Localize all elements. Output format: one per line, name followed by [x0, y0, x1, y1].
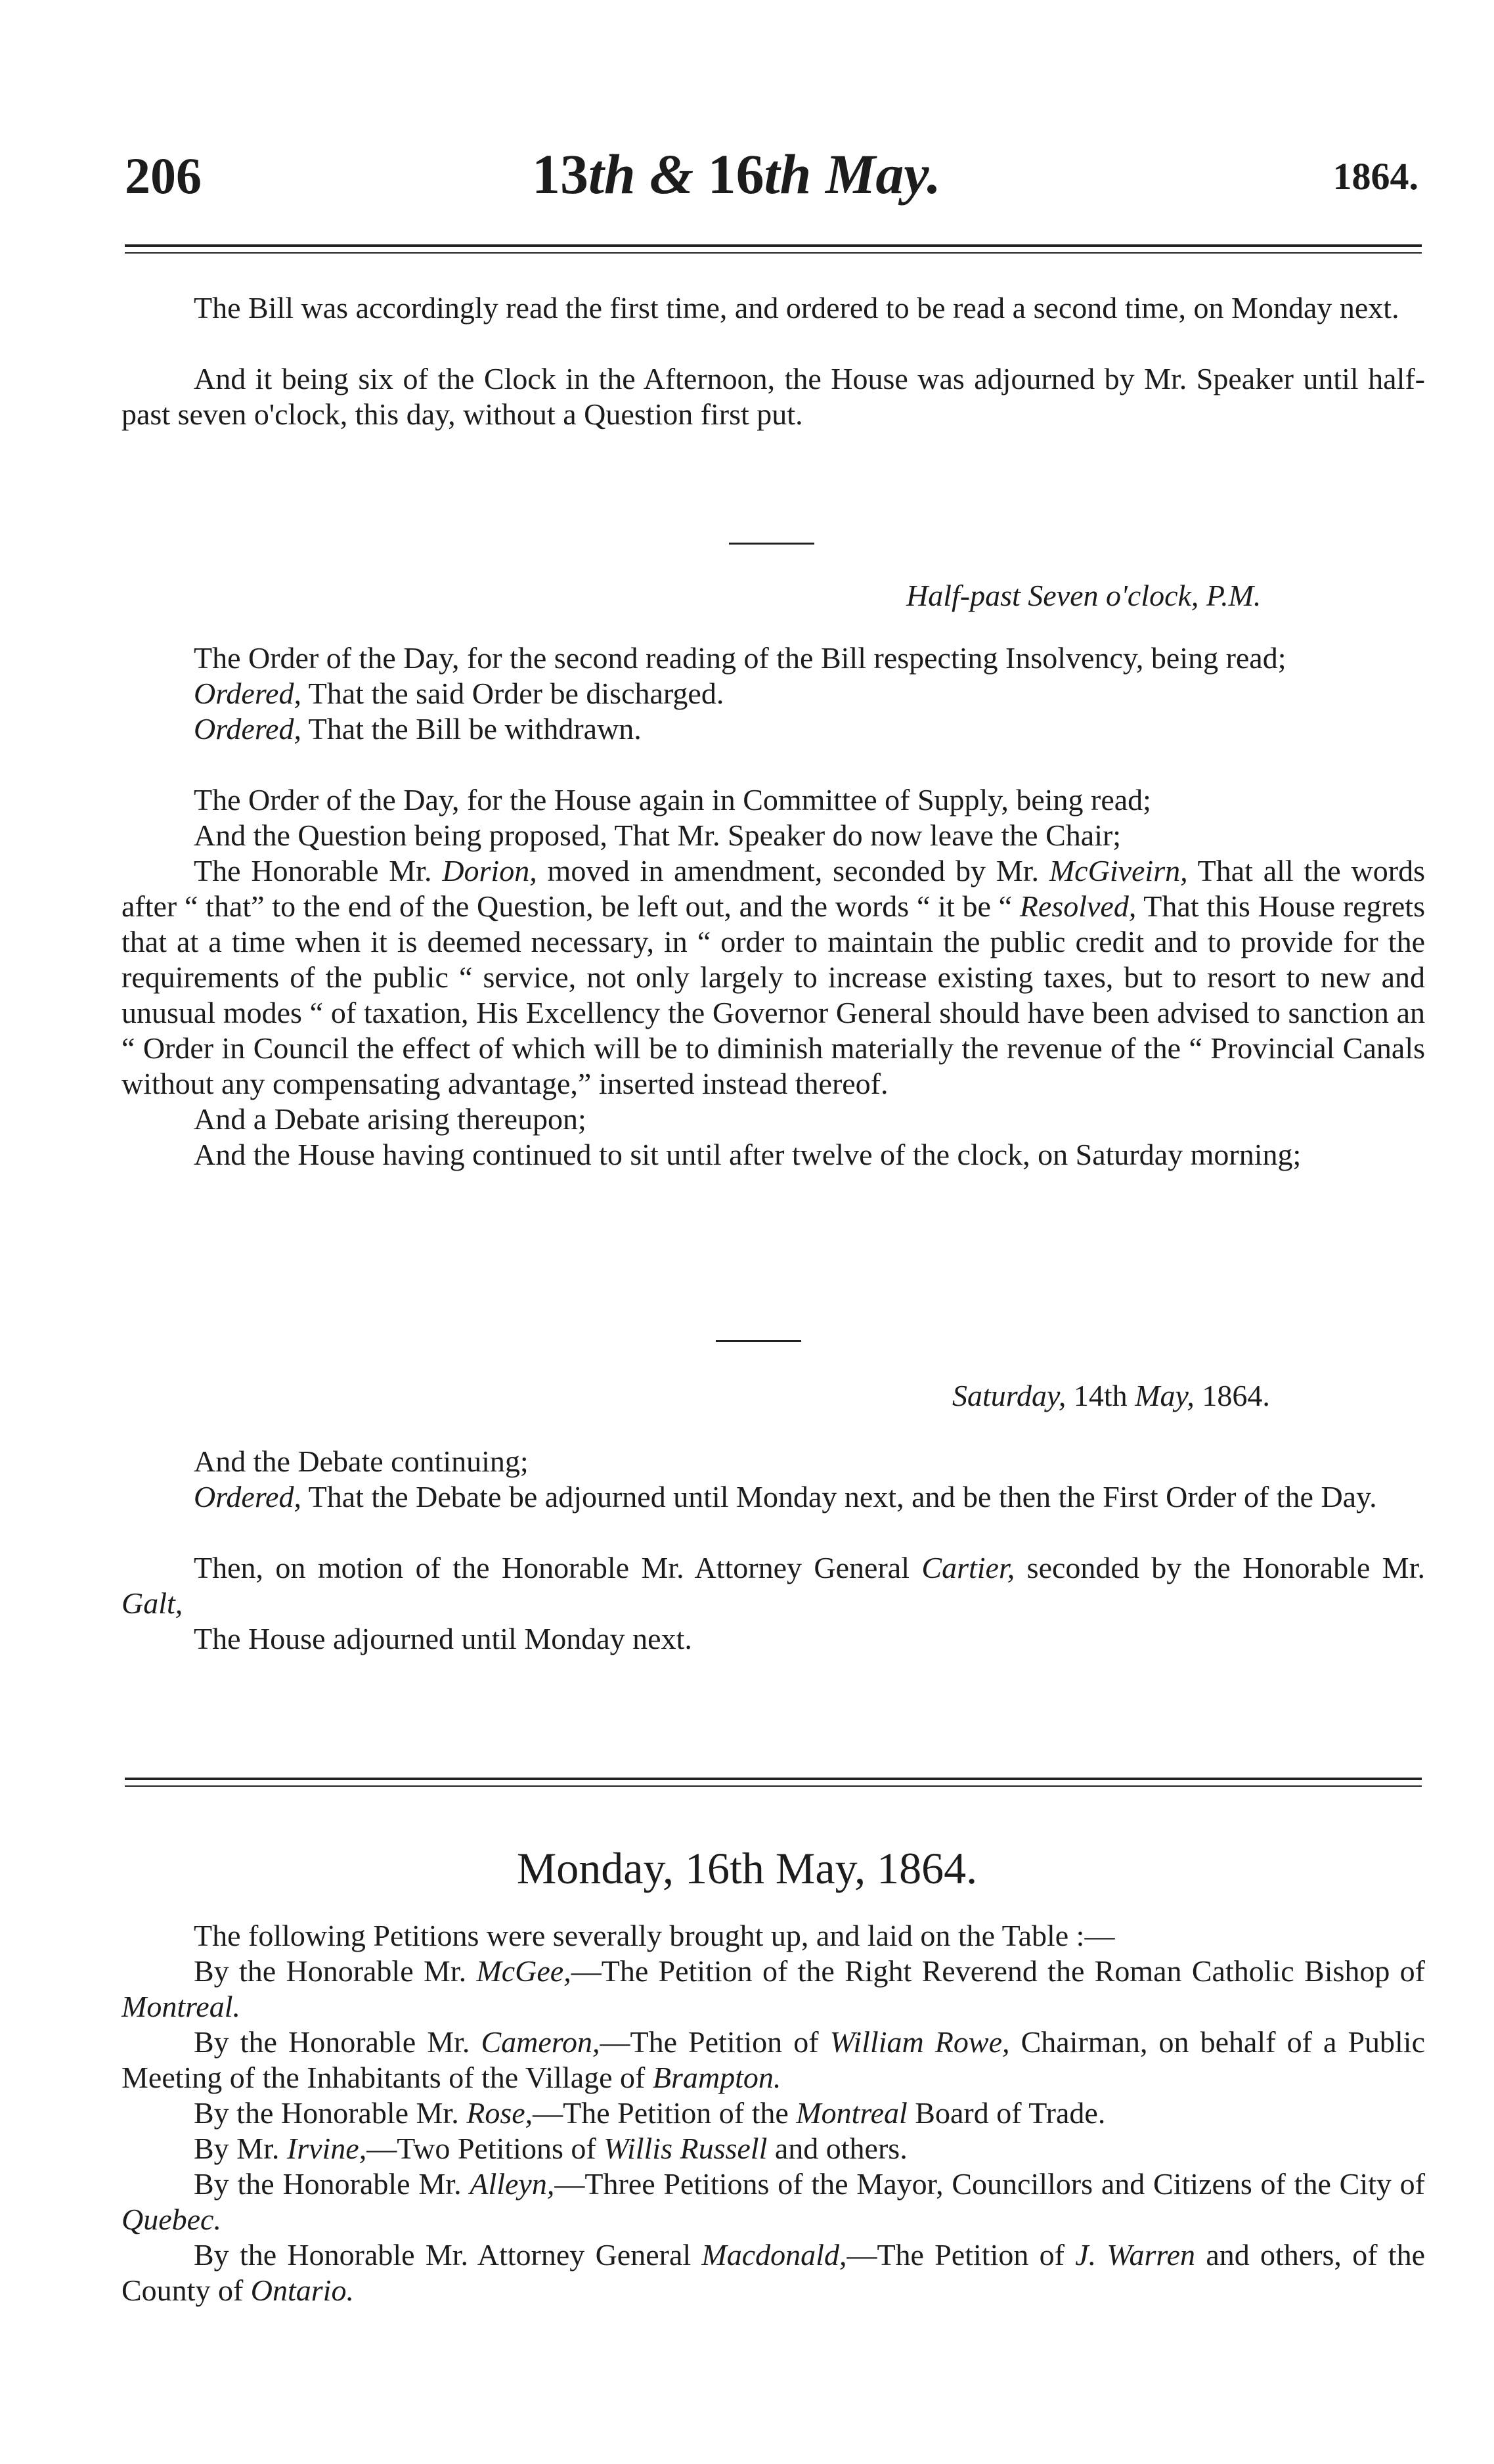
petition-text: Board of Trade.: [907, 2096, 1106, 2130]
running-head-amp: &: [635, 143, 708, 206]
petition-text: By Mr.: [194, 2132, 287, 2165]
evening-sitting-block: [121, 640, 1425, 1173]
place-name: Montreal: [796, 2096, 908, 2130]
bill-first-reading: The Bill was accordingly read the first time, and ordered to be read a second time, on Monday next.: [194, 291, 1399, 325]
petition-item: [121, 2095, 1425, 2131]
petition-text: By the Honorable Mr.: [194, 2025, 481, 2059]
adjournment-paragraph: And it being six of the Clock in the Afternoon, the House was adjourned by Mr. Speaker until half-past seven o'clock, this day, without a Question first put.: [121, 362, 1425, 431]
house-adjourned: The House adjourned until Monday next.: [194, 1622, 692, 1655]
member-name: Rose,: [466, 2096, 533, 2130]
section-divider: [729, 543, 814, 545]
running-head-day1: 13: [532, 143, 588, 206]
day-break-rule-bottom: [125, 1785, 1422, 1787]
debate-continuing: And the Debate continuing;: [194, 1445, 529, 1478]
motion-text: seconded by the Honorable Mr.: [1015, 1551, 1425, 1584]
petition-text: —Two Petitions of: [366, 2132, 604, 2165]
petition-text: By the Honorable Mr.: [194, 1954, 477, 1988]
petitions-block: [121, 1918, 1425, 2308]
petition-item: [121, 2131, 1425, 2166]
member-name: Alleyn,: [470, 2167, 555, 2201]
speaker-question: And the Question being proposed, That Mr. Speaker do now leave the Chair;: [194, 818, 1122, 852]
monday-heading: Monday, 16th May, 1864.: [516, 1843, 978, 1893]
place-name: Brampton.: [652, 2061, 781, 2094]
running-head-suffix1: th: [588, 143, 636, 206]
running-head-month: May.: [811, 143, 941, 206]
member-name-mcgiveirn: McGiveirn,: [1049, 854, 1188, 887]
member-name-dorion: Dorion,: [442, 854, 537, 887]
dateline-month: May,: [1135, 1379, 1195, 1412]
ordered-discharged: [121, 676, 1425, 711]
header-rule-top: [125, 244, 1422, 247]
petition-text: —Three Petitions of the Mayor, Councillors and Citizens of the City of: [554, 2167, 1425, 2201]
petition-text: By the Honorable Mr.: [194, 2167, 470, 2201]
petition-text: —The Petition of: [600, 2025, 830, 2059]
member-name-cartier: Cartier,: [921, 1551, 1015, 1584]
amendment-text: The Honorable Mr.: [194, 854, 443, 887]
dorion-amendment: [121, 853, 1425, 1102]
petition-text: By the Honorable Mr. Attorney General: [194, 2238, 702, 2272]
petition-item: [121, 2025, 1425, 2095]
saturday-dateline: [952, 1378, 1270, 1413]
ordered-text: That the Bill be withdrawn.: [301, 712, 642, 746]
evening-time: Half-past Seven o'clock, P.M.: [906, 579, 1262, 612]
cartier-motion: [121, 1550, 1425, 1621]
petitions-intro: The following Petitions were severally brought up, and laid on the Table :—: [194, 1919, 1115, 1952]
page-year: 1864.: [1332, 155, 1418, 198]
insolvency-order: The Order of the Day, for the second reading of the Bill respecting Insolvency, being read;: [194, 641, 1286, 675]
debate-arising: And a Debate arising thereupon;: [194, 1102, 586, 1136]
member-name-galt: Galt,: [121, 1586, 183, 1620]
petitioner-name: William Rowe,: [829, 2025, 1010, 2059]
petition-item: [121, 2237, 1425, 2308]
petition-text: —The Petition of the: [533, 2096, 797, 2130]
member-name: McGee,: [476, 1954, 571, 1988]
resolved-word: Resolved,: [1019, 889, 1137, 923]
petition-text: and others, of the County of: [121, 2238, 1425, 2307]
petition-text: and others.: [767, 2132, 908, 2165]
dateline-num: 14th: [1066, 1379, 1135, 1412]
petition-text: By the Honorable Mr.: [194, 2096, 467, 2130]
amendment-text: That this House regrets that at a time when it is deemed necessary, in “ order to maintain the public credit and to provide for the requirements of the public “ service, not only largely to increase existing taxes, but to resort to new and unusual modes “ of taxation, His Excellency the Governor General should have been advised to sanction an “ Order in Council the effect of which will be to diminish materially the revenue of the “ Provincial Canals without any compensating advantage,” inserted instead thereof.: [121, 889, 1425, 1100]
petitioner-name: Willis Russell: [604, 2132, 768, 2165]
bill-reading-block: [121, 290, 1425, 432]
dateline-year: 1864.: [1194, 1379, 1270, 1412]
petitioner-name: J. Warren: [1075, 2238, 1196, 2272]
ordered-withdrawn: [121, 711, 1425, 747]
amendment-text: moved in amendment, seconded by Mr.: [537, 854, 1049, 887]
place-name: Ontario.: [250, 2274, 354, 2307]
saturday-block: [121, 1444, 1425, 1657]
page-header: [125, 135, 1425, 213]
member-name: Macdonald,: [701, 2238, 847, 2272]
petition-item: [121, 2166, 1425, 2237]
member-name: Cameron,: [481, 2025, 600, 2059]
section-divider: [716, 1340, 801, 1342]
ordered-text: That the Debate be adjourned until Monday next, and be then the First Order of the Day.: [301, 1480, 1377, 1513]
petition-text: Chairman, on behalf of a Public Meeting of the Inhabitants of the Village of: [121, 2025, 1426, 2094]
running-head-suffix2: th: [764, 143, 812, 206]
running-head-day2: 16: [707, 143, 764, 206]
petition-item: [121, 1954, 1425, 2025]
dateline-day: Saturday,: [952, 1379, 1066, 1412]
place-name: Quebec.: [121, 2203, 221, 2236]
place-name: Montreal.: [121, 1990, 240, 2023]
amendment-text: That all the words after “ that” to the end of the Question, be left out, and the words “ it be “: [121, 854, 1425, 923]
petition-text: —The Petition of: [846, 2238, 1076, 2272]
ordered-text: That the said Order be discharged.: [301, 677, 724, 710]
header-rule-bottom: [125, 252, 1422, 254]
house-continued: And the House having continued to sit until after twelve of the clock, on Saturday morning;: [194, 1138, 1302, 1171]
ordered-word: Ordered,: [194, 712, 301, 746]
day-break-rule-top: [125, 1778, 1422, 1780]
member-name: Irvine,: [286, 2132, 367, 2165]
running-head: [532, 141, 941, 207]
ordered-word: Ordered,: [194, 1480, 301, 1513]
debate-adjourned: [121, 1479, 1425, 1515]
supply-order: The Order of the Day, for the House again in Committee of Supply, being read;: [194, 783, 1151, 817]
ordered-word: Ordered,: [194, 677, 301, 710]
page-number: 206: [125, 147, 202, 204]
petition-text: —The Petition of the Right Reverend the Roman Catholic Bishop of: [571, 1954, 1425, 1988]
motion-text: Then, on motion of the Honorable Mr. Attorney General: [194, 1551, 922, 1584]
